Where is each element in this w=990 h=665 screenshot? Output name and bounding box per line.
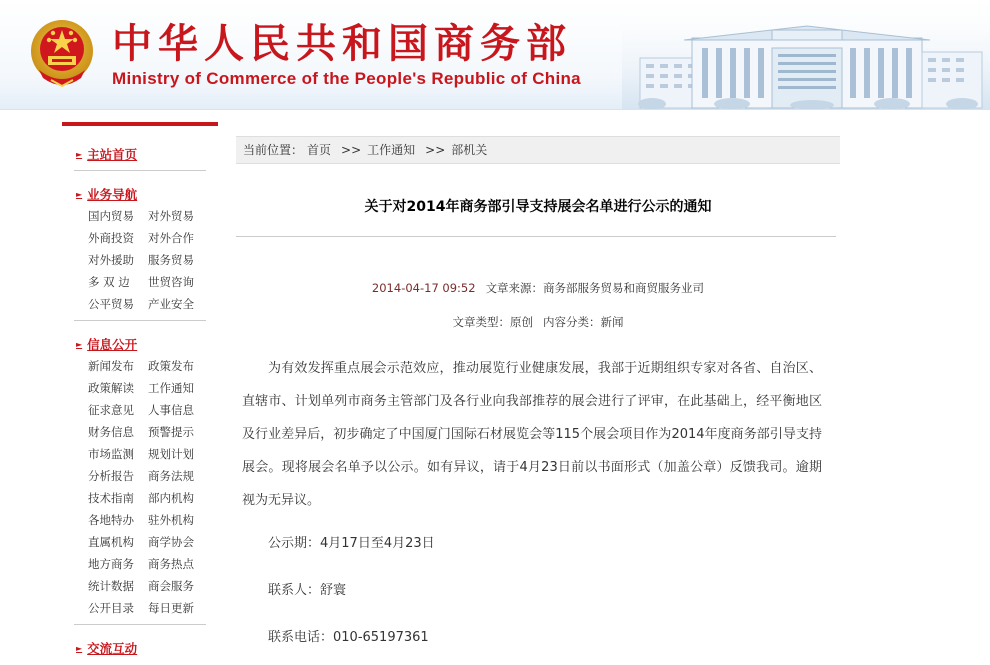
article-date: 2014-04-17 09:52 bbox=[371, 281, 476, 295]
category-label: 内容分类： bbox=[543, 315, 601, 329]
sidebar-link[interactable]: 市场监测 bbox=[88, 447, 134, 461]
sidebar-link[interactable]: 公开目录 bbox=[88, 601, 134, 615]
breadcrumb-separator: >> bbox=[425, 143, 446, 157]
divider bbox=[74, 624, 206, 625]
source-label: 文章来源： bbox=[485, 281, 544, 295]
breadcrumb-home[interactable]: 首页 bbox=[307, 143, 332, 157]
sidebar-head-label: 业务导航 bbox=[87, 187, 138, 202]
sidebar-link[interactable]: 预警提示 bbox=[148, 425, 194, 439]
sidebar-link-grid bbox=[62, 355, 218, 619]
article-title: 关于对2014年商务部引导支持展会名单进行公示的通知 bbox=[364, 199, 712, 215]
sidebar bbox=[62, 122, 218, 659]
building-illustration bbox=[622, 8, 990, 110]
sidebar-link[interactable]: 部内机构 bbox=[148, 491, 194, 505]
breadcrumb-separator: >> bbox=[341, 143, 362, 157]
sidebar-link[interactable]: 商会服务 bbox=[148, 579, 194, 593]
sidebar-link[interactable]: 驻外机构 bbox=[148, 513, 194, 527]
public-period: 公示期：4月17日至4月23日 bbox=[268, 536, 435, 551]
sidebar-link-grid bbox=[62, 205, 218, 315]
breadcrumb-ministry[interactable]: 部机关 bbox=[451, 143, 488, 157]
sidebar-link[interactable]: 政策解读 bbox=[88, 381, 134, 395]
site-title-en: Ministry of Commerce of the People's Republic of China bbox=[112, 69, 581, 88]
type-label: 文章类型： bbox=[452, 315, 510, 329]
header-divider bbox=[0, 109, 990, 110]
divider bbox=[236, 236, 836, 237]
sidebar-section-home bbox=[62, 143, 218, 171]
site-title-cn: 中华人民共和国商务部 bbox=[112, 20, 572, 67]
sidebar-link[interactable]: 征求意见 bbox=[88, 403, 134, 417]
sidebar-link[interactable]: 分析报告 bbox=[88, 469, 134, 483]
sidebar-link[interactable]: 对外贸易 bbox=[148, 209, 194, 223]
sidebar-link[interactable]: 商务法规 bbox=[148, 469, 194, 483]
divider bbox=[74, 320, 206, 321]
arrow-bullet-icon: ► bbox=[76, 339, 83, 349]
sidebar-link[interactable]: 世贸咨询 bbox=[148, 275, 194, 289]
sidebar-link[interactable]: 每日更新 bbox=[148, 601, 194, 615]
sidebar-link[interactable]: 政策发布 bbox=[148, 359, 194, 373]
arrow-bullet-icon: ► bbox=[76, 189, 83, 199]
sidebar-link[interactable]: 人事信息 bbox=[148, 403, 194, 417]
sidebar-section-info bbox=[62, 333, 218, 625]
sidebar-head-label: 交流互动 bbox=[87, 641, 138, 656]
sidebar-head-interact[interactable] bbox=[62, 637, 218, 659]
article-meta-type bbox=[236, 314, 840, 330]
article-meta bbox=[236, 280, 840, 296]
article-source: 商务部服务贸易和商贸服务业司 bbox=[543, 281, 705, 295]
site-header bbox=[0, 0, 990, 110]
sidebar-link[interactable]: 多 双 边 bbox=[88, 275, 130, 289]
sidebar-link[interactable]: 对外合作 bbox=[148, 231, 194, 245]
sidebar-link[interactable]: 统计数据 bbox=[88, 579, 134, 593]
divider bbox=[74, 170, 206, 171]
sidebar-link[interactable]: 商学协会 bbox=[148, 535, 194, 549]
arrow-bullet-icon: ► bbox=[76, 149, 83, 159]
main-content bbox=[236, 136, 840, 645]
national-emblem-icon[interactable] bbox=[29, 18, 95, 88]
sidebar-link[interactable]: 技术指南 bbox=[88, 491, 134, 505]
sidebar-link[interactable]: 公平贸易 bbox=[88, 297, 134, 311]
contact-phone: 联系电话：010-65197361 bbox=[268, 630, 429, 645]
sidebar-link[interactable]: 服务贸易 bbox=[148, 253, 194, 267]
sidebar-section-interact bbox=[62, 637, 218, 659]
sidebar-link[interactable]: 商务热点 bbox=[148, 557, 194, 571]
sidebar-link[interactable]: 对外援助 bbox=[88, 253, 134, 267]
breadcrumb bbox=[236, 136, 840, 164]
sidebar-link[interactable]: 规划计划 bbox=[148, 447, 194, 461]
sidebar-head-label: 信息公开 bbox=[87, 337, 138, 352]
arrow-bullet-icon: ► bbox=[76, 643, 83, 653]
sidebar-link[interactable]: 各地特办 bbox=[88, 513, 134, 527]
sidebar-head-label: 主站首页 bbox=[87, 147, 138, 162]
article-body: 为有效发挥重点展会示范效应，推动展览行业健康发展，我部于近期组织专家对各省、自治区、直辖市、计划单列市商务主管部门及各行业向我部推荐的展会进行了评审，在此基础上，经平衡地区及行业差异后，初步确定了中国厦门国际石材展览会等115个展会项目作为2014年度商务部引导支持展会。现将展会名单予以公示。如有异议，请于4月23日前以书面形式（加盖公章）反馈我司。逾期视为无异议。 bbox=[242, 361, 822, 508]
article-type: 原创 bbox=[510, 315, 533, 329]
sidebar-link[interactable]: 产业安全 bbox=[148, 297, 194, 311]
sidebar-link[interactable]: 国内贸易 bbox=[88, 209, 134, 223]
sidebar-head-business[interactable] bbox=[62, 183, 218, 205]
article-category: 新闻 bbox=[600, 315, 624, 329]
sidebar-link[interactable]: 工作通知 bbox=[148, 381, 194, 395]
breadcrumb-label: 当前位置： bbox=[243, 143, 304, 157]
sidebar-link[interactable]: 直属机构 bbox=[88, 535, 134, 549]
sidebar-head-home[interactable] bbox=[62, 143, 218, 165]
sidebar-head-info[interactable] bbox=[62, 333, 218, 355]
sidebar-section-business bbox=[62, 183, 218, 321]
sidebar-top-bar bbox=[62, 122, 218, 126]
sidebar-link[interactable]: 财务信息 bbox=[88, 425, 134, 439]
sidebar-link[interactable]: 新闻发布 bbox=[88, 359, 134, 373]
contact-person: 联系人：舒寰 bbox=[268, 583, 347, 598]
sidebar-link[interactable]: 地方商务 bbox=[88, 557, 134, 571]
sidebar-link[interactable]: 外商投资 bbox=[88, 231, 134, 245]
breadcrumb-work-notice[interactable]: 工作通知 bbox=[367, 143, 416, 157]
